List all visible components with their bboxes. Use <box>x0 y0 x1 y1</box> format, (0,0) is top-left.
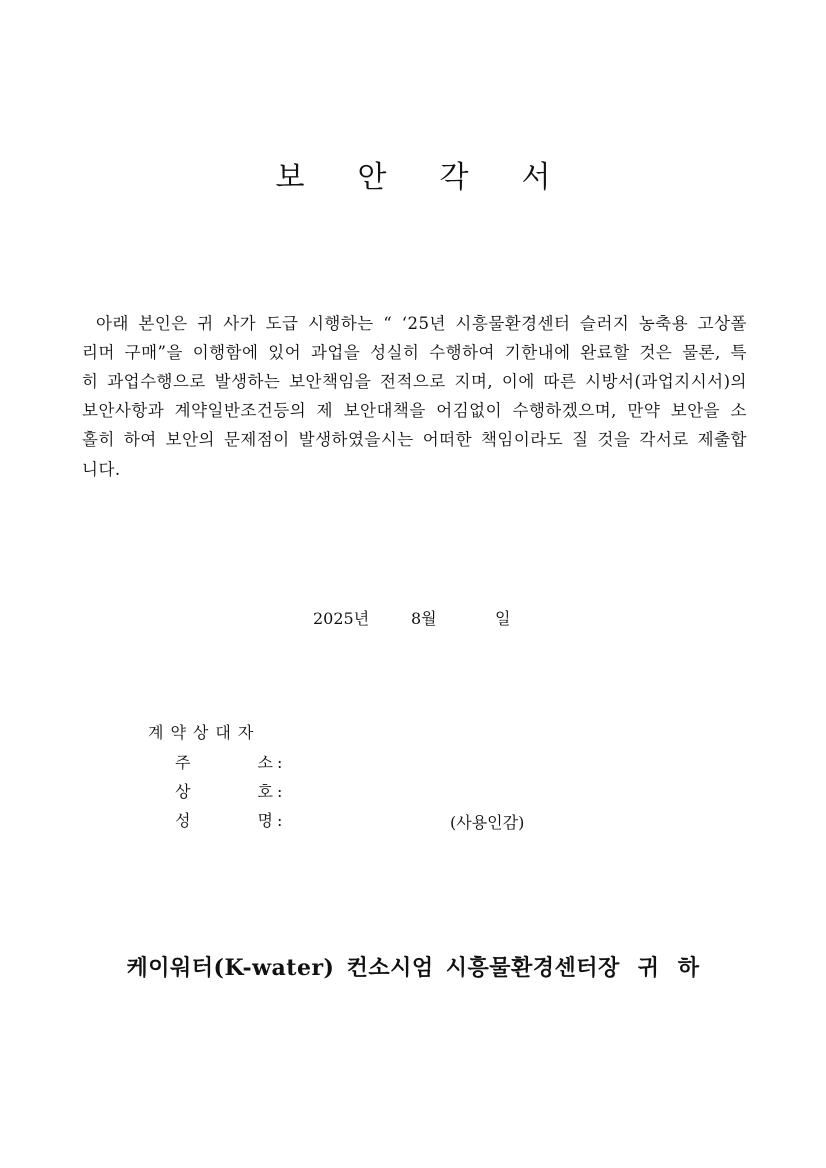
contractor-name-row <box>148 809 297 838</box>
company-colon: : <box>277 782 283 801</box>
company-label-char: 호 <box>257 782 273 801</box>
contractor-block <box>148 721 297 838</box>
contractor-address-row <box>148 751 297 780</box>
contractor-company-row <box>148 780 297 809</box>
contractor-heading: 계약상대자 <box>148 723 261 742</box>
date-year: 2025년 <box>313 609 370 628</box>
pledge-body-text: 아래 본인은 귀 사가 도급 시행하는 “ ‘25년 시흥물환경센터 슬러지 농축용 고상폴리머 구매”을 이행함에 있어 과업을 성실히 수행하여 기한내에 완료할 것은 물론, 특히 과업수행으로 발생하는 보안책임을 전적으로 지며, 이에 따른 시방서(과업지시서)의 보안사항과 계약일반조건등의 제 보안대책을 어김없이 수행하겠으며, 만약 보안을 소홀히 하여 보안의 문제점이 발생하였을시는 어떠한 책임이라도 질 것을 각서로 제출합니다. <box>82 313 747 479</box>
recipient-name: 케이워터(K-water) 컨소시엄 시흥물환경센터장 <box>126 955 620 981</box>
address-label-char: 소 <box>257 753 273 772</box>
recipient-line <box>0 951 826 982</box>
address-label <box>175 751 273 780</box>
date-day: 일 <box>495 609 511 628</box>
address-label-char: 주 <box>175 753 191 772</box>
title-char: 보 <box>275 160 305 195</box>
date-line <box>313 606 510 629</box>
company-label-char: 상 <box>175 782 191 801</box>
name-label-char: 성 <box>175 811 191 830</box>
recipient-honorific: 귀 하 <box>637 955 700 981</box>
name-colon: : <box>277 811 283 830</box>
name-label <box>175 809 273 838</box>
title-char: 각 <box>439 160 469 195</box>
document-title <box>0 152 826 196</box>
title-char: 서 <box>521 160 551 195</box>
seal-note: (사용인감) <box>450 813 525 832</box>
title-char: 안 <box>357 160 387 195</box>
company-label <box>175 780 273 809</box>
name-label-char: 명 <box>257 811 273 830</box>
address-colon: : <box>277 753 283 772</box>
date-month: 8월 <box>411 609 437 628</box>
